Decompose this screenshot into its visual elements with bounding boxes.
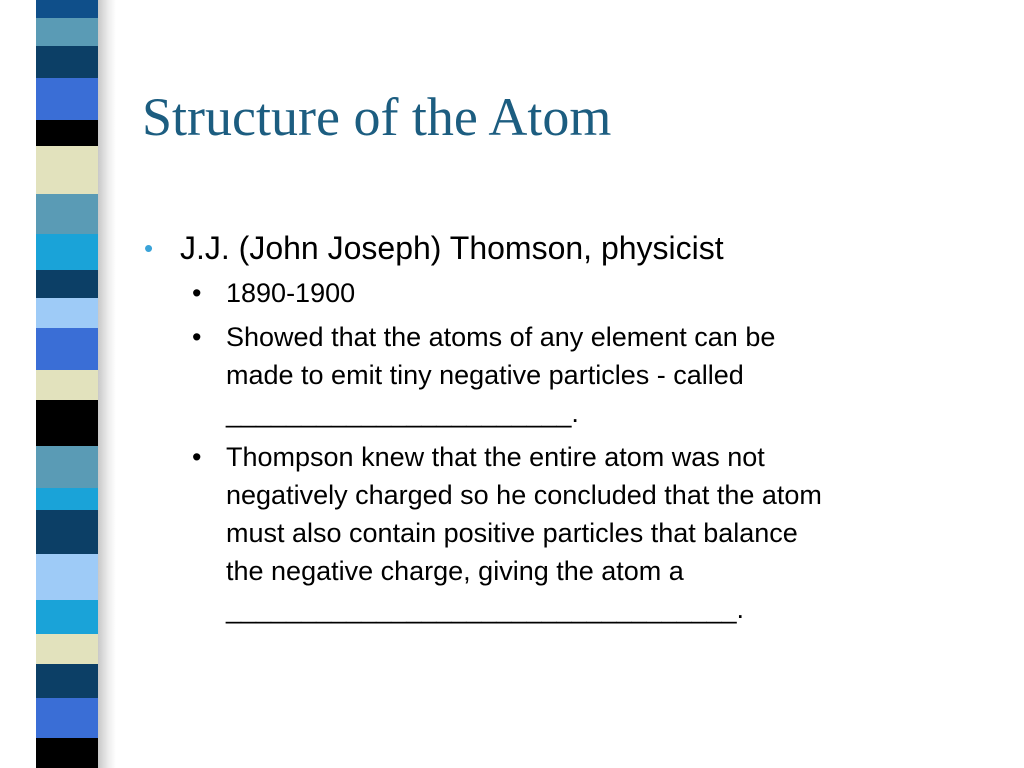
sub-point-line: the negative charge, giving the atom a <box>226 556 684 586</box>
stripe-block <box>36 78 98 120</box>
stripe-block <box>36 510 98 554</box>
sub-point-line: Thompson knew that the entire atom was not <box>226 442 765 472</box>
sub-point-line: negatively charged so he concluded that the atom <box>226 480 822 510</box>
sub-bullet-point <box>190 438 994 628</box>
slide-title: Structure of the Atom <box>142 87 612 147</box>
sub-bullet-point <box>190 318 994 432</box>
bullet-icon: • <box>192 442 202 472</box>
stripe-block <box>36 370 98 400</box>
main-bullet-point <box>144 226 994 270</box>
stripe-block <box>36 600 98 634</box>
stripe-block <box>36 270 98 298</box>
fill-in-blank: __________________________________. <box>226 594 745 624</box>
stripe-shadow <box>98 0 116 768</box>
fill-in-blank: _______________________. <box>226 398 579 428</box>
main-point-text: J.J. (John Joseph) Thomson, physicist <box>180 230 724 266</box>
stripe-block <box>36 298 98 328</box>
bullet-icon: • <box>144 233 154 263</box>
stripe-block <box>36 0 98 18</box>
sub-bullet-list <box>144 274 994 628</box>
decorative-stripe <box>36 0 98 768</box>
stripe-block <box>36 194 98 234</box>
bullet-icon: • <box>192 322 202 352</box>
stripe-block <box>36 18 98 46</box>
stripe-block <box>36 738 98 768</box>
stripe-block <box>36 120 98 146</box>
sub-point-line: Showed that the atoms of any element can be <box>226 322 776 352</box>
stripe-block <box>36 488 98 510</box>
stripe-block <box>36 634 98 664</box>
stripe-block <box>36 446 98 488</box>
sub-bullet-point <box>190 274 994 312</box>
stripe-block <box>36 698 98 738</box>
sub-point-line: made to emit tiny negative particles - called <box>226 360 744 390</box>
stripe-block <box>36 46 98 78</box>
sub-point-line: must also contain positive particles that balance <box>226 518 798 548</box>
sub-point-line: 1890-1900 <box>226 278 356 308</box>
bullet-icon: • <box>192 278 202 308</box>
stripe-block <box>36 400 98 446</box>
stripe-block <box>36 146 98 194</box>
stripe-block <box>36 554 98 600</box>
slide-content <box>144 226 994 634</box>
stripe-block <box>36 328 98 370</box>
stripe-block <box>36 234 98 270</box>
stripe-block <box>36 664 98 698</box>
